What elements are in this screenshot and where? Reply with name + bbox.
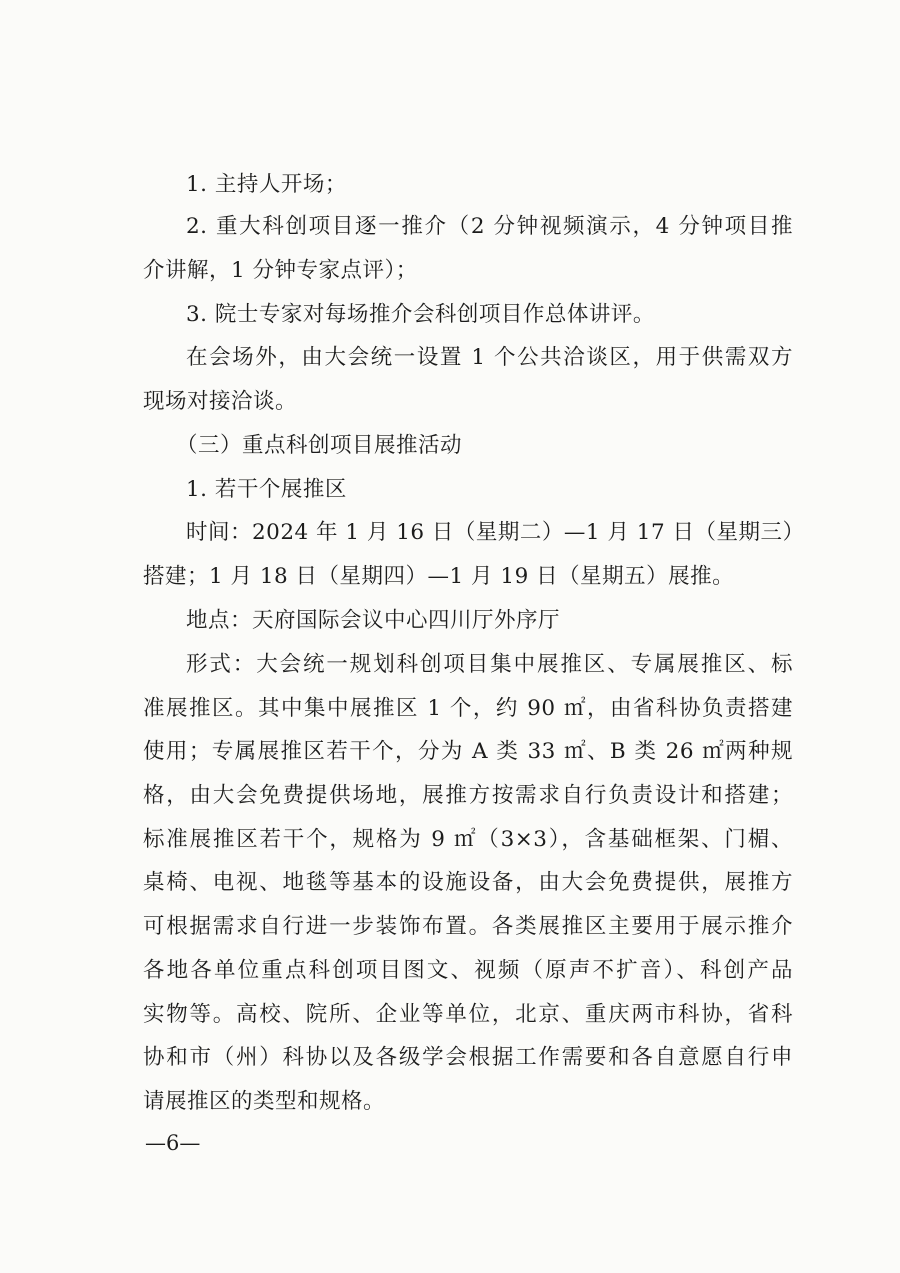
subheading-exhibit-areas: 1. 若干个展推区 xyxy=(186,477,347,502)
section-heading: （三）重点科创项目展推活动 xyxy=(176,433,463,458)
time-paragraph: 时间：2024 年 1 月 16 日（星期二）—1 月 17 日（星期三） xyxy=(186,520,805,545)
page-number: —6— xyxy=(145,1131,201,1155)
list-item-2-cont: 介讲解，1 分钟专家点评）； xyxy=(143,258,418,283)
format-paragraph-line: 使用；专属展推区若干个，分为 A 类 33 ㎡、B 类 26 ㎡两种规 xyxy=(143,739,793,764)
list-item-2: 2. 重大科创项目逐一推介（2 分钟视频演示，4 分钟项目推 xyxy=(186,214,793,239)
format-paragraph: 形式：大会统一规划科创项目集中展推区、专属展推区、标 xyxy=(186,652,793,677)
format-paragraph-line: 实物等。高校、院所、企业等单位，北京、重庆两市科协，省科 xyxy=(143,1002,793,1027)
location-paragraph: 地点：天府国际会议中心四川厅外序厅 xyxy=(186,608,561,633)
list-item-3: 3. 院士专家对每场推介会科创项目作总体讲评。 xyxy=(186,302,655,327)
format-paragraph-line: 协和市（州）科协以及各级学会根据工作需要和各自意愿自行申 xyxy=(143,1045,793,1070)
time-paragraph-cont: 搭建；1 月 18 日（星期四）—1 月 19 日（星期五）展推。 xyxy=(143,564,735,589)
format-paragraph-line: 各地各单位重点科创项目图文、视频（原声不扩音）、科创产品 xyxy=(143,958,793,983)
format-paragraph-line: 标准展推区若干个，规格为 9 ㎡（3×3），含基础框架、门楣、 xyxy=(143,827,793,852)
format-paragraph-line: 可根据需求自行进一步装饰布置。各类展推区主要用于展示推介 xyxy=(143,914,793,939)
format-paragraph-line: 桌椅、电视、地毯等基本的设施设备，由大会免费提供，展推方 xyxy=(143,870,793,895)
format-paragraph-end: 请展推区的类型和规格。 xyxy=(143,1089,386,1114)
paragraph-negotiation-cont: 现场对接洽谈。 xyxy=(143,389,298,414)
format-paragraph-line: 准展推区。其中集中展推区 1 个，约 90 ㎡，由省科协负责搭建 xyxy=(143,696,793,721)
list-item-1: 1. 主持人开场； xyxy=(186,172,347,197)
format-paragraph-line: 格，由大会免费提供场地，展推方按需求自行负责设计和搭建； xyxy=(143,783,793,808)
paragraph-negotiation: 在会场外，由大会统一设置 1 个公共洽谈区，用于供需双方 xyxy=(186,345,793,370)
